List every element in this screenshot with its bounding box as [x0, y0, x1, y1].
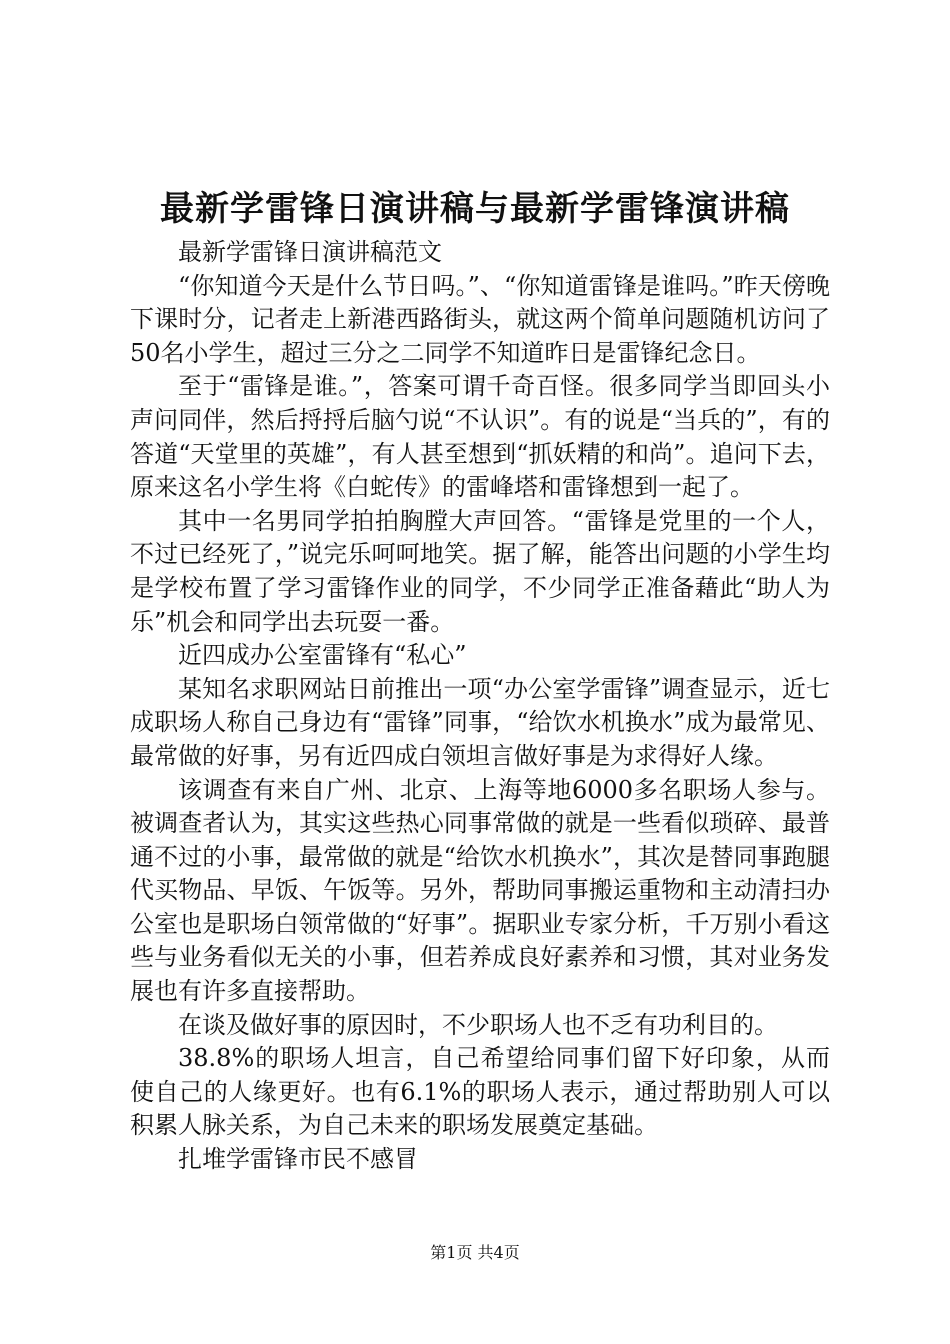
paragraph: 该调查有来自广州、北京、上海等地6000多名职场人参与。被调查者认为，其实这些热心同事常做的就是一些看似琐碎、最普通不过的小事，最常做的就是“给饮水机换水”，其次是替同事跑腿代买物品、早饭、午饭等。另外，帮助同事搬运重物和主动清扫办公室也是职场白领常做的“好事”。据职业专家分析，千万别小看这些与业务看似无关的小事，但若养成良好素养和习惯，其对业务发展也有许多直接帮助。	[130, 775, 830, 1006]
paragraph: 某知名求职网站日前推出一项“办公室学雷锋”调查显示，近七成职场人称自己身边有“雷锋”同事，“给饮水机换水”成为最常见、最常做的好事，另有近四成白领坦言做好事是为求得好人缘。	[130, 674, 830, 770]
paragraph: “你知道今天是什么节日吗。”、“你知道雷锋是谁吗。”昨天傍晚下课时分，记者走上新港西路街头，就这两个简单问题随机访问了50名小学生，超过三分之二同学不知道昨日是雷锋纪念日。	[130, 271, 830, 367]
paragraph: 在谈及做好事的原因时，不少职场人也不乏有功利目的。	[178, 1010, 778, 1039]
document-title: 最新学雷锋日演讲稿与最新学雷锋演讲稿	[160, 189, 790, 229]
paragraph: 最新学雷锋日演讲稿范文	[178, 238, 442, 266]
section-heading: 近四成办公室雷锋有“私心”	[178, 641, 467, 670]
paragraph: 38.8%的职场人坦言，自己希望给同事们留下好印象，从而使自己的人缘更好。也有6.1%的职场人表示，通过帮助别人可以积累人脉关系，为自己未来的职场发展奠定基础。	[130, 1044, 830, 1140]
paragraph: 至于“雷锋是谁。”，答案可谓千奇百怪。很多同学当即回头小声问同伴，然后捋捋后脑勺说“不认识”。有的说是“当兵的”，有的答道“天堂里的英雄”，有人甚至想到“抓妖精的和尚”。追问下去，原来这名小学生将《白蛇传》的雷峰塔和雷锋想到一起了。	[130, 372, 830, 502]
section-heading: 扎堆学雷锋市民不感冒	[178, 1145, 418, 1174]
page-number-footer: 第1页 共4页	[430, 1243, 520, 1262]
paragraph: 其中一名男同学拍拍胸膛大声回答。“雷锋是党里的一个人，不过已经死了，”说完乐呵呵地笑。据了解，能答出问题的小学生均是学校布置了学习雷锋作业的同学，不少同学正准备藉此“助人为乐”机会和同学出去玩耍一番。	[130, 506, 830, 636]
document-body	[130, 236, 830, 1177]
